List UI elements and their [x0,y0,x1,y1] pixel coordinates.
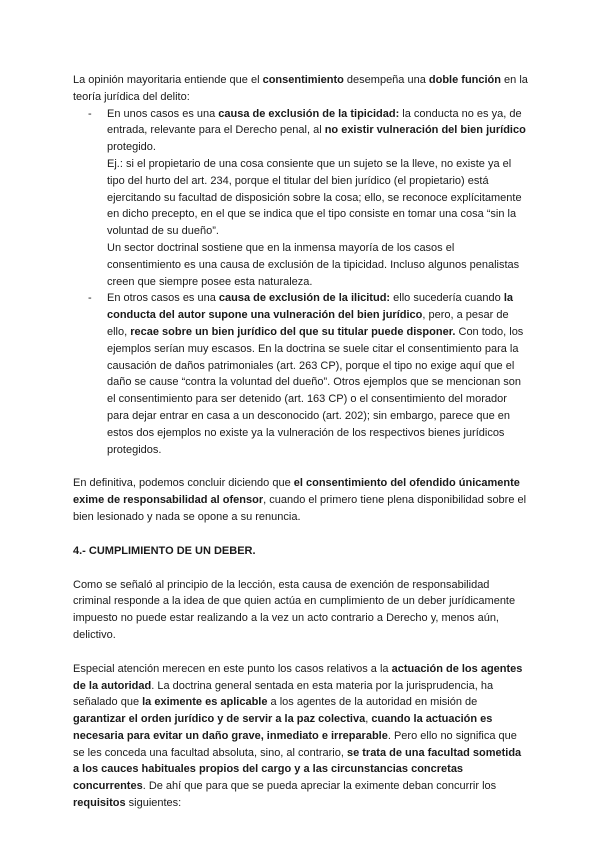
bold-text: se trata de una facultad sometida a los cauces habituales propios del cargo y a las circunstancias concretas concurrentes [73,746,522,793]
doctrinal-note: Un sector doctrinal sostiene que en la inmensa mayoría de los casos el consentimiento es una causa de exclusión de la tipicidad. Incluso algunos penalistas creen que siempre posee esta naturaleza. [107,241,520,288]
bold-text: causa de exclusión de la tipicidad: [218,107,400,120]
bold-text: recae sobre un bien jurídico del que su titular puede disponer. [130,325,456,338]
list-item [73,290,528,458]
section-paragraph-2: Especial atención merecen en este punto los casos relativos a la actuación de los agentes de la autoridad. La doctrina general sentada en esta materia por la jurisprudencia, ha señalado que la eximente es aplicable a los agentes de la autoridad en misión de garantizar el orden jurídico y de servir a la paz colectiva, cuando la actuación es necesaria para evitar un daño grave, inmediato e irreparable. Pero ello no significa que se les conceda una facultad absoluta, sino, al contrario, se trata de una facultad sometida a los cauces habituales propios del cargo y a las circunstancias concretas concurrentes. De ahí que para que se pueda apreciar la eximente deban concurrir los requisitos siguientes: [73,662,523,810]
bold-text: requisitos [73,797,126,810]
text: desempeña una [343,74,429,86]
bold-text: la eximente es aplicable [142,696,268,709]
list-item-text: En unos casos es una causa de exclusión de la tipicidad: la conducta no es ya, de entrada, relevante para el Derecho penal, al no existir vulneración del bien jurídico protegido. [107,107,526,154]
bold-text: actuación de los agentes de la autoridad [73,662,523,692]
bold-text: la conducta del autor supone una vulneración del bien jurídico [107,292,514,322]
list-item [73,106,528,291]
bold-text: no existir vulneración del bien jurídico [324,124,526,137]
document-page [73,72,528,812]
bold-text: doble función [428,74,501,86]
bold-text: garantizar el orden jurídico y de servir a la paz colectiva [73,713,366,726]
section-heading: 4.- CUMPLIMIENTO DE UN DEBER. [73,544,256,557]
text: en la teoría jurídica del delito: [73,74,528,103]
consent-function-list [73,106,528,459]
conclusion-paragraph: En definitiva, podemos concluir diciendo que el consentimiento del ofendido únicamente exime de responsabilidad al ofensor, cuando el primero tiene plena disponibilidad sobre el bien lesionado y nada se opone a su renuncia. [73,477,527,523]
bold-text: consentimiento [262,74,344,86]
list-item-text: En otros casos es una causa de exclusión de la ilicitud: ello sucedería cuando la conducta del autor supone una vulneración del bien jurídico, pero, a pesar de ello, recae sobre un bien jurídico del que su titular puede disponer. Con todo, los ejemplos serían muy escasos. En la doctrina se suele citar el consentimiento para la causación de daños patrimoniales (art. 263 CP), porque el tipo no exige aquí que el daño se cause “contra la voluntad del dueño”. Otros ejemplos que se mencionan son el consentimiento para ser detenido (art. 163 CP) o el consentimiento del morador para dejar entrar en casa a un desconocido (art. 202); sin embargo, parece que en estos dos ejemplos no existe ya la vulneración de los respectivos bienes jurídicos protegidos. [107,292,524,456]
text: La opinión mayoritaria entiende que el [73,74,263,86]
list-bullet: - [88,107,92,120]
bold-text: causa de exclusión de la ilicitud: [218,292,391,305]
example-text: Ej.: si el propietario de una cosa consiente que un sujeto se la lleve, no existe ya el tipo del hurto del art. 234, porque el titular del bien jurídico (el propietario) está ejercitando su facultad de disposición sobre la cosa; ello, se reconoce explícitamente en dicho precepto, en el que se indica que el tipo consiste en tomar una cosa “sin la voluntad de su dueño”. [107,157,522,238]
intro-paragraph [73,72,528,106]
section-paragraph-1: Como se señaló al principio de la lección, esta causa de exención de responsabilidad criminal responde a la idea de que quien actúa en cumplimiento de un deber jurídicamente impuesto no puede estar realizando a la vez un acto contrario a Derecho y, menos aún, delictivo. [73,578,516,641]
list-bullet: - [88,292,92,305]
bold-text: el consentimiento del ofendido únicamente exime de responsabilidad al ofensor [73,477,520,507]
bold-text: cuando la actuación es necesaria para evitar un daño grave, inmediato e irreparable [73,713,493,742]
